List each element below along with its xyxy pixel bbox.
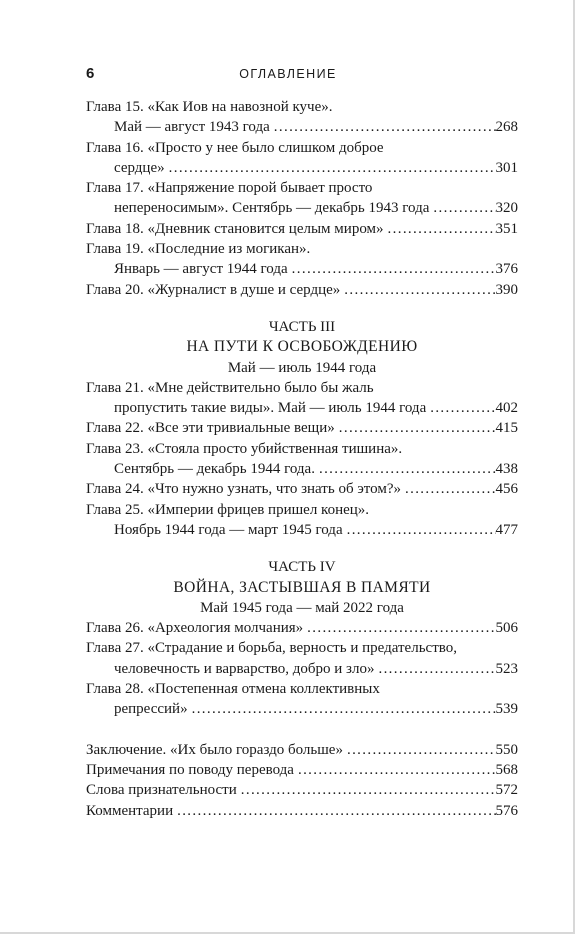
toc-entry-title: непереносимым». Сентябрь — декабрь 1943 года [114,200,430,217]
toc-entry-leader-line [86,520,518,540]
table-of-contents [86,97,518,821]
toc-entry-leader-line [86,158,518,178]
toc-entry-page: 390 [495,281,518,298]
toc-entry-line: Глава 19. «Последние из могикан». [86,241,311,258]
toc-entry[interactable] [86,740,518,760]
toc-group-1 [86,97,518,300]
toc-entry-page: 268 [495,119,518,136]
toc-entry-leader-line [86,398,518,418]
part-dates: Май 1945 года — май 2022 года [200,599,404,616]
toc-entry-page: 320 [495,200,518,217]
toc-entry-title: Глава 26. «Археология молчания» [86,620,304,637]
toc-group-2 [86,378,518,540]
toc-entry-title: Глава 22. «Все эти тривиальные вещи» [86,420,335,437]
part-title: НА ПУТИ К ОСВОБОЖДЕНИЮ [186,338,418,356]
toc-entry[interactable] [86,178,518,219]
dot-leader [343,740,496,760]
toc-entry-line: Глава 21. «Мне действительно было бы жаль [86,379,374,396]
dot-leader [340,280,495,300]
part-dates: Май — июль 1944 года [227,359,377,376]
toc-entry-leader-line [86,699,518,719]
toc-entry-leader-line [86,479,518,499]
dot-leader [294,760,496,780]
toc-group-3 [86,618,518,719]
dot-leader [401,479,496,499]
part-number: ЧАСТЬ III [268,318,336,335]
toc-entry-line: Глава 28. «Постепенная отмена коллективных [86,681,380,698]
toc-entry-leader-line [86,618,518,638]
dot-leader [315,459,496,479]
toc-entry[interactable] [86,439,518,480]
toc-entry[interactable] [86,378,518,419]
toc-entry-leader-line [86,760,518,780]
toc-entry-title: Ноябрь 1944 года — март 1945 года [114,521,343,538]
toc-entry-leader-line [86,117,518,137]
toc-entry-leader-line [86,459,518,479]
toc-entry-page: 572 [495,782,518,799]
toc-entry-leader-line [86,659,518,679]
toc-entry-title: пропустить такие виды». Май — июль 1944 года [114,400,427,417]
toc-entry[interactable] [86,638,518,679]
toc-entry-title: Заключение. «Их было гораздо больше» [86,741,343,758]
part-title: ВОЙНА, ЗАСТЫВШАЯ В ПАМЯТИ [173,578,431,596]
toc-entry-page: 506 [495,620,518,637]
toc-entry-leader-line [86,198,518,218]
toc-back-matter [86,740,518,821]
toc-entry-leader-line [86,259,518,279]
toc-entry-leader-line [86,780,518,800]
toc-entry-page: 456 [495,481,518,498]
toc-entry-title: репрессий» [114,701,188,718]
toc-entry-title: человечность и варварство, добро и зло» [114,660,375,677]
toc-entry[interactable] [86,280,518,300]
toc-entry-page: 523 [495,660,518,677]
toc-entry-line: Глава 16. «Просто у нее было слишком доброе [86,139,384,156]
dot-leader [343,520,496,540]
dot-leader [188,699,496,719]
dot-leader [303,618,495,638]
dot-leader [270,117,496,137]
dot-leader [429,198,495,218]
toc-entry-page: 301 [495,159,518,176]
toc-entry[interactable] [86,97,518,138]
toc-entry[interactable] [86,138,518,179]
dot-leader [288,259,496,279]
toc-entry-title: сердце» [114,159,165,176]
toc-entry-title: Сентябрь — декабрь 1944 года. [114,461,315,478]
toc-entry-line: Глава 23. «Стояла просто убийственная тишина». [86,440,403,457]
toc-entry-page: 402 [495,400,518,417]
toc-entry-title: Слова признательности [86,782,237,799]
toc-entry-page: 550 [495,741,518,758]
part-3-heading [86,317,518,378]
page-header [86,64,490,84]
part-4-heading [86,557,518,618]
spacer [86,720,518,740]
dot-leader [237,780,496,800]
dot-leader [165,158,496,178]
toc-entry[interactable] [86,760,518,780]
toc-entry-line: Глава 27. «Страдание и борьба, верность и предательство, [86,640,457,657]
toc-entry-line: Глава 15. «Как Иов на навозной куче». [86,99,333,115]
page-number: 6 [86,65,95,82]
toc-entry-page: 576 [495,802,518,819]
toc-entry[interactable] [86,801,518,821]
toc-entry-title: Комментарии [86,802,174,819]
dot-leader [426,398,495,418]
toc-entry[interactable] [86,239,518,280]
dot-leader [335,418,496,438]
toc-entry-page: 438 [495,461,518,478]
toc-entry-title: Январь — август 1944 года [114,261,288,278]
toc-entry[interactable] [86,418,518,438]
toc-entry-page: 539 [495,701,518,718]
toc-entry-line: Глава 17. «Напряжение порой бывает просто [86,180,373,197]
toc-entry[interactable] [86,500,518,541]
running-title: ОГЛАВЛЕНИЕ [239,67,337,81]
toc-entry-leader-line [86,801,518,821]
toc-entry-title: Май — август 1943 года [114,119,270,136]
dot-leader [384,219,496,239]
toc-entry[interactable] [86,780,518,800]
toc-entry-line: Глава 25. «Империи фрицев пришел конец». [86,501,370,518]
dot-leader [173,801,495,821]
dot-leader [374,659,495,679]
toc-entry-page: 568 [495,761,518,778]
toc-entry-leader-line [86,219,518,239]
toc-entry-title: Примечания по поводу перевода [86,761,294,778]
toc-entry[interactable] [86,219,518,239]
toc-entry-leader-line [86,740,518,760]
toc-entry-title: Глава 24. «Что нужно узнать, что знать об этом?» [86,481,401,498]
toc-entry-page: 351 [495,220,518,237]
toc-entry[interactable] [86,618,518,638]
toc-entry[interactable] [86,479,518,499]
toc-entry-leader-line [86,418,518,438]
toc-entry[interactable] [86,679,518,720]
toc-entry-title: Глава 18. «Дневник становится целым миром» [86,220,384,237]
part-number: ЧАСТЬ IV [268,559,336,576]
toc-entry-page: 415 [495,420,518,437]
toc-entry-title: Глава 20. «Журналист в душе и сердце» [86,281,341,298]
toc-entry-page: 477 [495,521,518,538]
toc-entry-leader-line [86,280,518,300]
toc-entry-page: 376 [495,261,518,278]
